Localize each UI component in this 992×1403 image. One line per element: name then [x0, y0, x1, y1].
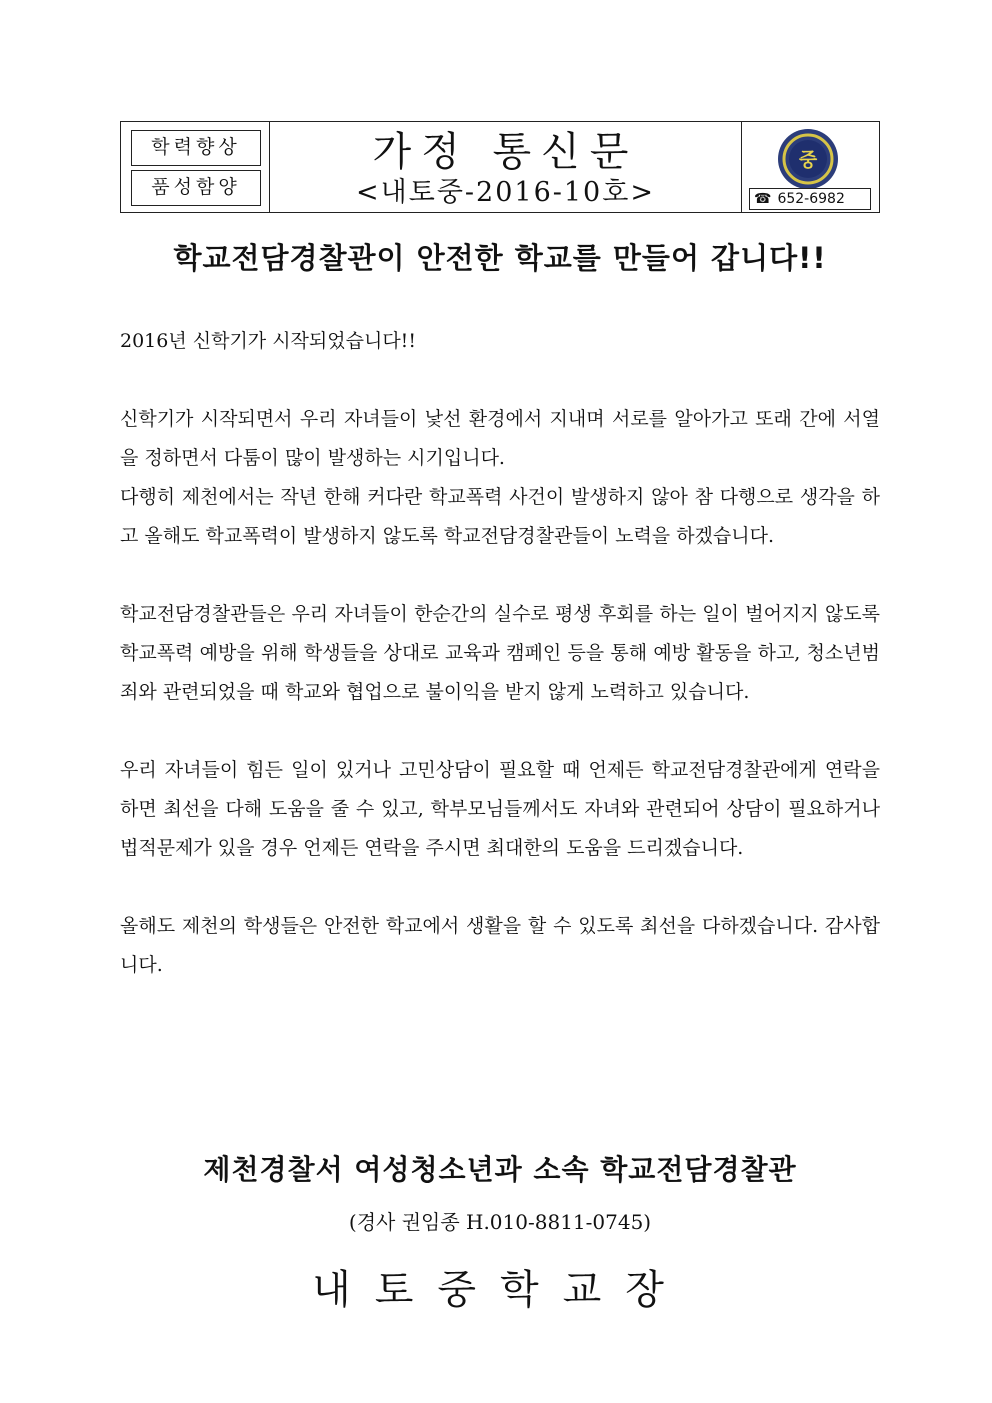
motto-character: 품성함양	[131, 170, 261, 206]
telephone-icon: ☎	[754, 191, 772, 207]
issue-number: <내토중-2016-10호>	[356, 177, 655, 208]
paragraph-contact-advice: 우리 자녀들이 힘든 일이 있거나 고민상담이 필요할 때 언제든 학교전담경찰관에게 연락을 하면 최선을 다해 도움을 줄 수 있고, 학부모님들께서도 자녀와 관련되어 상담이 필요하거나 법적문제가 있을 경우 언제든 연락을 주시면 최대한의 도움을 드리겠습니다.	[120, 759, 880, 859]
paragraph-greeting: 2016년 신학기가 시작되었습니다!!	[120, 330, 416, 352]
officer-contact: (경사 권임종 H.010-8811-0745)	[348, 1210, 652, 1234]
paragraph-closing: 올해도 제천의 학생들은 안전한 학교에서 생활을 할 수 있도록 최선을 다하겠습니다. 감사합니다.	[120, 915, 880, 976]
school-emblem-icon	[777, 128, 839, 190]
paragraph-new-semester: 신학기가 시작되면서 우리 자녀들이 낯선 환경에서 지내며 서로를 알아가고 또래 간에 서열을 정하면서 다툼이 많이 발생하는 시기입니다.	[120, 408, 880, 469]
motto-cell	[121, 122, 269, 212]
document-title: 가정 통신문	[372, 129, 639, 175]
headline: 학교전담경찰관이 안전한 학교를 만들어 갑니다!!	[173, 241, 827, 275]
newsletter-header	[120, 121, 880, 213]
paragraph-officer-role: 학교전담경찰관들은 우리 자녀들이 한순간의 실수로 평생 후회를 하는 일이 벌어지지 않도록 학교폭력 예방을 위해 학생들을 상대로 교육과 캠페인 등을 통해 예방 활동을 하고, 청소년범죄와 관련되었을 때 학교와 협업으로 불이익을 받지 않게 노력하고 있습니다.	[120, 603, 880, 703]
sender-signature: 제천경찰서 여성청소년과 소속 학교전담경찰관	[203, 1153, 797, 1186]
phone-box	[749, 188, 871, 210]
letter-body	[120, 322, 880, 985]
principal-signature: 내토중학교장	[312, 1267, 688, 1313]
title-cell	[269, 122, 742, 212]
emblem-letter: 중	[798, 149, 818, 171]
phone-number: 652-6982	[777, 191, 845, 207]
motto-academic: 학력향상	[131, 130, 261, 166]
paragraph-no-violence: 다행히 제천에서는 작년 한해 커다란 학교폭력 사건이 발생하지 않아 참 다행으로 생각을 하고 올해도 학교폭력이 발생하지 않도록 학교전담경찰관들이 노력을 하겠습니다.	[120, 486, 880, 547]
logo-cell	[742, 122, 879, 212]
